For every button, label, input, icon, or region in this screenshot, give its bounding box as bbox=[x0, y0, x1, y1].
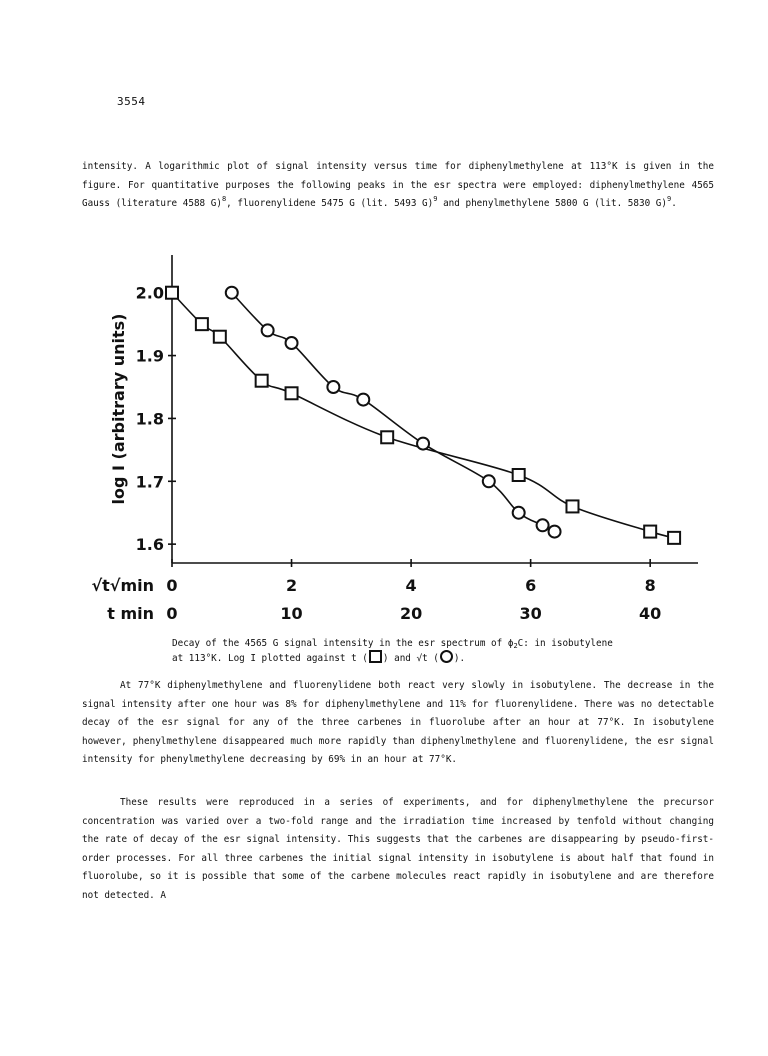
square-data-point bbox=[256, 375, 268, 387]
circle-data-point bbox=[417, 438, 429, 450]
circle-data-point bbox=[286, 337, 298, 349]
data-markers bbox=[166, 287, 680, 544]
reference-9: 9 bbox=[666, 195, 672, 203]
circle-marker-icon bbox=[440, 650, 453, 663]
circle-data-point bbox=[549, 526, 561, 538]
body-paragraph-2: These results were reproduced in a series of experiments, and for diphenylmethylene the precursor concentration was varied over a two-fold range and the irradiation time increased by tenfold without changing the rate of decay of the esr signal intensity. This suggests that the carbenes are disappearing by pseudo-first-order processes. For all three carbenes the initial signal intensity in isobutylene is about half that found in fluorolube, so it is possible that some of the carbene molecules react rapidly in isobutylene and are therefore not detected. A bbox=[82, 797, 714, 901]
square-data-point bbox=[668, 532, 680, 544]
t-min-tick-label: 10 bbox=[280, 604, 303, 623]
y-axis-title: log I (arbitrary units) bbox=[109, 313, 128, 505]
sqrt-t-tick-label: 2 bbox=[285, 576, 298, 595]
decay-plot-figure bbox=[91, 245, 710, 635]
sqrt-t-tick-label: 8 bbox=[644, 576, 656, 595]
square-series-curve bbox=[172, 293, 674, 538]
fit-curves bbox=[172, 293, 674, 538]
intro-paragraph: intensity. A logarithmic plot of signal intensity versus time for diphenylmethylene at 113°K is given in the figure. For quantitative purposes the following peaks in the esr spectra were employed: diphenylmethylene 4565 Gauss (literature 4588 G)$^8$, fluorenylidene 5475 G (lit. 5493 G)$^9$ and phenylmethylene 5800 G (lit. 5830 G)$^9$. bbox=[82, 161, 714, 209]
axes bbox=[168, 255, 698, 567]
t-min-tick-label: 0 bbox=[166, 604, 178, 623]
reference-8: 8 bbox=[221, 195, 227, 203]
decay-plot bbox=[91, 245, 710, 635]
circle-data-point bbox=[537, 519, 549, 531]
square-data-point bbox=[644, 526, 656, 538]
figure-caption: Decay of the 4565 G signal intensity in the esr spectrum of $\phi_2C$: in isobutylene at 113°K. Log I plotted against t ( ) and √t ( ). bbox=[172, 638, 613, 664]
page-number: 3554 bbox=[117, 95, 146, 108]
y-tick-label: 1.7 bbox=[135, 472, 164, 492]
sqrt-t-tick-label: 6 bbox=[525, 576, 537, 595]
circle-data-point bbox=[226, 287, 238, 299]
sqrt-t-tick-label: 0 bbox=[166, 576, 178, 595]
y-tick-label: 1.6 bbox=[135, 535, 164, 555]
square-data-point bbox=[566, 500, 578, 512]
circle-data-point bbox=[357, 394, 369, 406]
circle-data-point bbox=[483, 475, 495, 487]
circle-data-point bbox=[513, 507, 525, 519]
square-data-point bbox=[286, 387, 298, 399]
square-data-point bbox=[214, 331, 226, 343]
t-min-tick-label: 30 bbox=[519, 604, 542, 623]
circle-data-point bbox=[327, 381, 339, 393]
square-marker-icon bbox=[369, 650, 382, 663]
square-data-point bbox=[166, 287, 178, 299]
square-data-point bbox=[513, 469, 525, 481]
y-tick-label: 2.0 bbox=[135, 283, 164, 303]
reference-9: 9 bbox=[433, 195, 438, 203]
square-data-point bbox=[196, 318, 208, 330]
body-paragraph-1: At 77°K diphenylmethylene and fluorenylidene both react very slowly in isobutylene. The decrease in the signal intensity after one hour was 8% for diphenylmethylene and 11% for fluorenylidene. There was no detectable decay of the esr signal for any of the three carbenes in fluorolube after an hour at 77°K. In isobutylene however, phenylmethylene disappeared much more rapidly than diphenylmethylene and fluorenylidene, the esr signal intensity for phenylmethylene decreasing by 69% in an hour at 77°K. bbox=[82, 680, 714, 765]
y-tick-label: 1.9 bbox=[135, 346, 164, 366]
circle-series-curve bbox=[232, 293, 555, 532]
x-axis-title-sqrt-t: √t√min bbox=[91, 576, 154, 595]
t-min-tick-label: 40 bbox=[639, 604, 662, 623]
x-axis-title-t-min: t min bbox=[107, 604, 154, 623]
sqrt-t-tick-label: 4 bbox=[405, 576, 417, 595]
square-data-point bbox=[381, 431, 393, 443]
axis-labels bbox=[91, 284, 661, 623]
t-min-tick-label: 20 bbox=[399, 604, 423, 623]
y-tick-label: 1.8 bbox=[135, 409, 164, 429]
circle-data-point bbox=[262, 324, 274, 336]
